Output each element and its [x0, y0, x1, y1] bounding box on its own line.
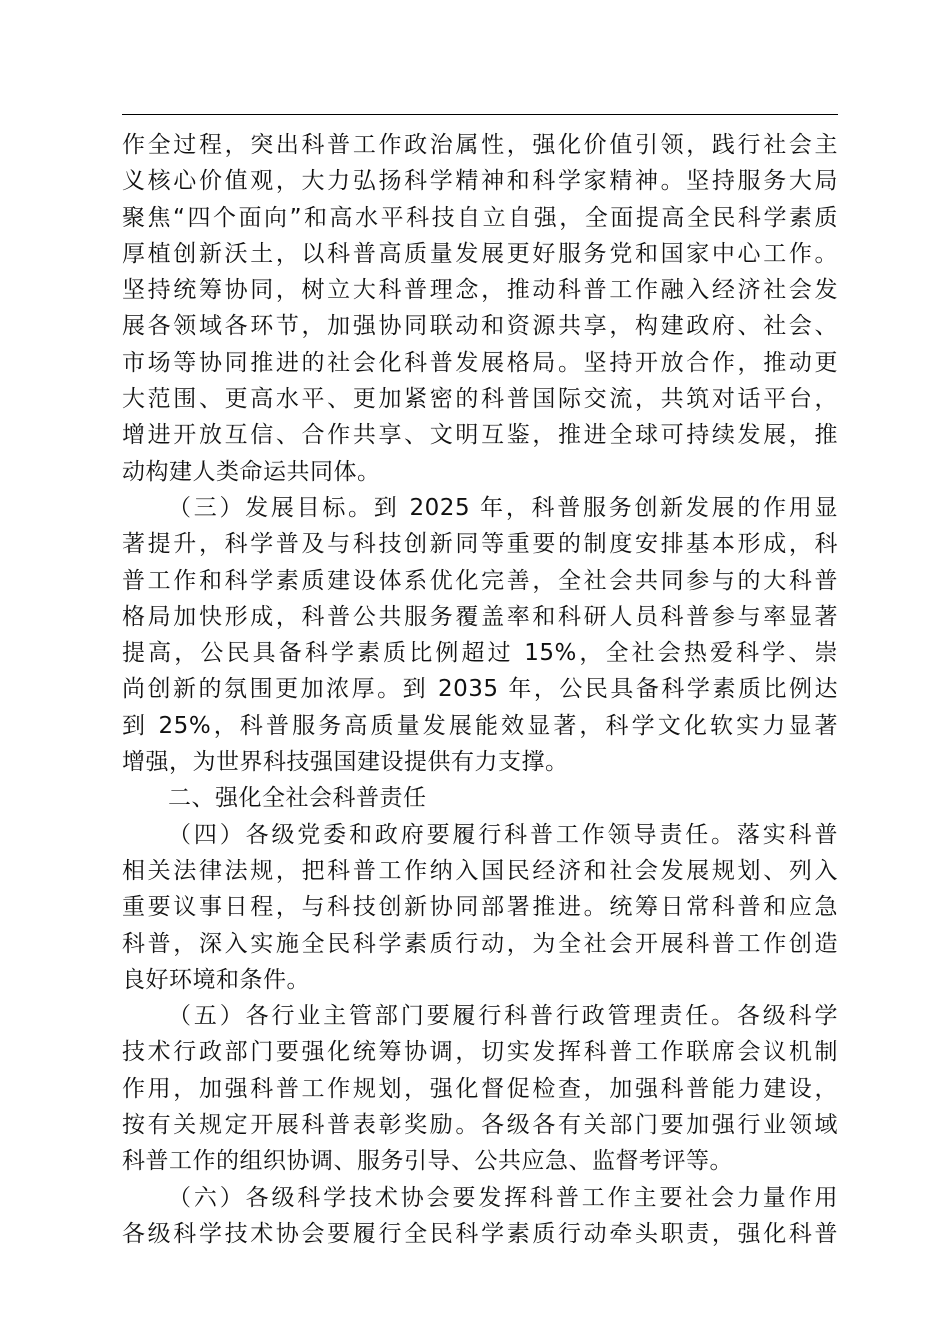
text-line: （三）发展目标。到 2025 年，科普服务创新发展的作用显 — [168, 494, 838, 521]
text-line: 大范围、更高水平、更加紧密的科普国际交流，共筑对话平台， — [122, 386, 838, 413]
text-line: 著提升，科学普及与科技创新同等重要的制度安排基本形成，科 — [122, 531, 838, 558]
document-body — [122, 127, 838, 1252]
text-line: 厚植创新沃土，以科普高质量发展更好服务党和国家中心工作。 — [122, 240, 838, 267]
text-line: （五）各行业主管部门要履行科普行政管理责任。各级科学 — [168, 1003, 838, 1030]
text-line: 按有关规定开展科普表彰奖励。各级各有关部门要加强行业领域 — [122, 1112, 838, 1139]
header-rule — [122, 114, 838, 115]
text-line: （四）各级党委和政府要履行科普工作领导责任。落实科普 — [168, 821, 838, 848]
text-line: 尚创新的氛围更加浓厚。到 2035 年，公民具备科学素质比例达 — [122, 676, 838, 703]
text-line: 义核心价值观，大力弘扬科学精神和科学家精神。坚持服务大局 — [122, 168, 838, 195]
text-line: 格局加快形成，科普公共服务覆盖率和科研人员科普参与率显著 — [122, 603, 838, 630]
text-line: 二、强化全社会科普责任 — [168, 785, 427, 812]
text-line: 增强，为世界科技强国建设提供有力支撑。 — [122, 749, 569, 776]
text-line: 坚持统筹协同，树立大科普理念，推动科普工作融入经济社会发 — [122, 277, 838, 304]
text-line: 技术行政部门要强化统筹协调，切实发挥科普工作联席会议机制 — [122, 1039, 838, 1066]
text-line: 增进开放互信、合作共享、文明互鉴，推进全球可持续发展，推 — [122, 422, 838, 449]
text-line: 科普，深入实施全民科学素质行动，为全社会开展科普工作创造 — [122, 930, 838, 957]
text-line: 动构建人类命运共同体。 — [122, 458, 381, 485]
text-line: 相关法律法规，把科普工作纳入国民经济和社会发展规划、列入 — [122, 857, 838, 884]
text-line: 展各领域各环节，加强协同联动和资源共享，构建政府、社会、 — [122, 313, 838, 340]
text-line: 提高，公民具备科学素质比例超过 15%，全社会热爱科学、崇 — [122, 640, 838, 667]
text-line: 各级科学技术协会要履行全民科学素质行动牵头职责，强化科普 — [122, 1220, 838, 1247]
text-line: 作用，加强科普工作规划，强化督促检查，加强科普能力建设， — [122, 1075, 838, 1102]
text-line: （六）各级科学技术协会要发挥科普工作主要社会力量作用 — [168, 1184, 838, 1211]
text-line: 市场等协同推进的社会化科普发展格局。坚持开放合作，推动更 — [122, 349, 838, 376]
text-line: 聚焦“四个面向”和高水平科技自立自强，全面提高全民科学素质 — [122, 204, 838, 231]
text-line: 重要议事日程，与科技创新协同部署推进。统筹日常科普和应急 — [122, 894, 838, 921]
text-line: 科普工作的组织协调、服务引导、公共应急、监督考评等。 — [122, 1148, 733, 1175]
text-line: 到 25%，科普服务高质量发展能效显著，科学文化软实力显著 — [122, 712, 838, 739]
text-line: 普工作和科学素质建设体系优化完善，全社会共同参与的大科普 — [122, 567, 838, 594]
text-line: 良好环境和条件。 — [122, 966, 310, 993]
text-line: 作全过程，突出科普工作政治属性，强化价值引领，践行社会主 — [122, 132, 838, 158]
